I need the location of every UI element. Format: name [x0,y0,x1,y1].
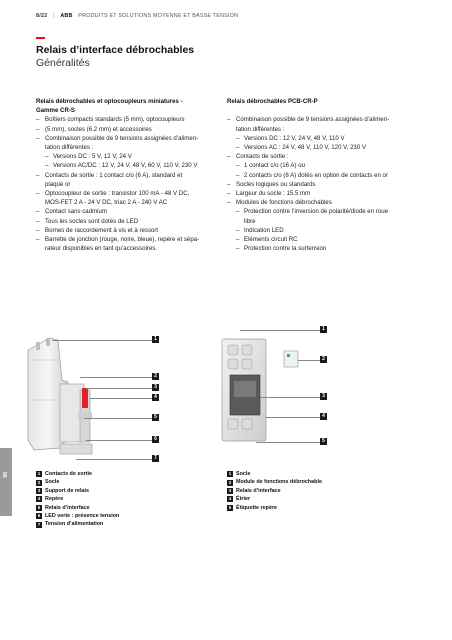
sub-list-item: – 1 contact c/o (16 A) ou [227,161,423,170]
leader-line-7 [76,459,152,460]
sub-list-item: – Versions DC : 5 V, 12 V, 24 V [36,152,226,161]
legend-row [227,495,322,503]
header-subtitle: PRODUITS ET SOLUTIONS MOYENNE ET BASSE TENSION [78,13,239,19]
leader-line-4 [266,417,320,418]
list-item-continued: – (5 mm), socles (6.2 mm) et accessoires [36,125,226,134]
callout-1: 1 [152,336,159,343]
list-item: – Contacts de sortie : 1 contact c/o (6 A), standard et [36,171,226,180]
legend-number: 6 [37,513,41,519]
sub-list-item: – Indication LED [227,226,423,235]
legend-number: 5 [228,504,232,510]
list-item: – Bornes de raccordement à vis et à ressort [36,226,226,235]
callout-5: 5 [152,414,159,421]
right-heading: Relais débrochables PCB-CR-P [227,98,318,105]
cr-s-relay-illustration [20,320,165,470]
left-heading-line-2: Gamme CR-S [36,107,75,115]
list-item: – Boîtiers compacts standards (5 mm), optocoupleurs [36,115,226,124]
legend-label: Étrier [236,496,251,503]
legend-label: Tension d’alimentation [45,521,104,528]
callout-3: 3 [152,384,159,391]
legend-label: Étiquette repère [236,504,278,511]
list-item-continued: tation différentes : [236,125,285,133]
legend-label: Relais d’interface [45,504,90,511]
header-separator: | [53,13,55,19]
legend-row [36,487,119,495]
legend-number: 4 [228,496,232,502]
leader-line-1 [52,340,152,341]
legend-label: Contacts de sortie [45,471,93,477]
list-item-continued: MOS-FET 2 A - 24 V DC, triac 2 A - 240 V AC [45,199,168,207]
leader-line-6 [86,440,152,441]
sub-list-item: – Protection contre la surtension [227,244,423,253]
legend-row [36,504,119,512]
legend-row [36,520,119,528]
legend-label: Module de fonctions débrochable [236,479,322,486]
sub-list-item: – Versions AC/DC : 12 V, 24 V, 48 V, 60 V, 110 V, 230 V [36,161,226,170]
list-item: – Combinaison possible de 9 tensions assignées d’alimen- [36,134,226,143]
list-item-continued: tation différentes : [45,144,94,152]
sub-list-item: – Versions DC : 12 V, 24 V, 48 V, 110 V [227,134,423,143]
legend-row [227,504,322,512]
list-item: – Socles logiques ou standards [227,180,423,189]
list-item: – Barrette de jonction (rouge, noire, bleue), repère et sépa- [36,235,226,244]
callout-2: 2 [152,373,159,380]
legend-number: 1 [37,471,41,477]
list-item: – Largeur du socle : 15.5 mm [227,189,423,198]
left-heading-line-1: Relais débrochables et optocoupleurs miniatures - [36,98,183,105]
list-item: – Tous les socles sont dotés de LED [36,217,226,226]
legend-row [36,495,119,503]
legend-number: 5 [37,504,41,510]
left-figure-legend [36,470,119,529]
callout-7: 7 [152,455,159,462]
legend-label: Relais d’interface [236,487,281,494]
legend-row [36,478,119,486]
page-header [36,13,238,19]
legend-label: Socle [236,471,251,477]
pcb-cr-p-relay-drawing [210,325,330,445]
callout-5: 5 [320,438,327,445]
callout-3: 3 [320,393,327,400]
legend-label: Repère [45,496,64,503]
section-tab-label: 88 [3,472,9,478]
list-item: – Combinaison possible de 9 tensions assignées d’alimen- [227,115,423,124]
legend-row [36,470,119,478]
legend-label: Socle [45,479,60,486]
list-item: – Contacts de sortie : [227,152,423,161]
right-column [227,97,423,253]
legend-number: 3 [228,488,232,494]
legend-row [227,470,322,478]
callout-1: 1 [320,326,327,333]
legend-label: Support de relais [45,487,90,494]
leader-line-4 [90,398,152,399]
brand-name: ABB [60,13,73,19]
spacer [227,106,423,115]
right-figure-legend [227,470,322,512]
leader-line-2 [80,377,152,378]
callout-4: 4 [152,394,159,401]
leader-line-2 [298,360,320,361]
callout-2: 2 [320,356,327,363]
legend-label: LED verte : présence tension [45,513,120,520]
page-subtitle: Généralités [36,57,90,69]
sub-list-item: – Eléments circuit RC [227,235,423,244]
list-item: – Modules de fonctions débrochables [227,198,423,207]
legend-row [227,487,322,495]
sub-list-item: – 2 contacts c/o (8 A) dotés en option de contacts en or [227,171,423,180]
leader-line-3 [86,388,152,389]
sub-list-item-continued: libre [244,217,256,225]
legend-row [36,512,119,520]
pcb-cr-p-relay-illustration [210,325,330,445]
list-item: – Optocoupleur de sortie : transistor 100 mA - 48 V DC, [36,189,226,198]
sub-list-item: – Protection contre l’inversion de polarité/diode en roue [227,207,423,216]
legend-number: 7 [37,521,41,527]
cr-s-relay-drawing [20,320,165,470]
legend-number: 2 [37,479,41,485]
callout-4: 4 [320,413,327,420]
accent-bar [36,37,45,39]
legend-number: 4 [37,496,41,502]
list-item: – Contact sans cadmium [36,207,226,216]
legend-row [227,478,322,486]
left-column [36,97,226,253]
page-number: 8/22 [36,13,48,19]
callout-6: 6 [152,436,159,443]
section-side-tab [0,448,12,516]
legend-number: 2 [228,479,232,485]
leader-line-5 [256,442,320,443]
list-item-continued: rateur disponibles en tant qu’accessoires. [45,245,158,253]
sub-list-item: – Versions AC : 24 V, 48 V, 110 V, 120 V, 230 V [227,143,423,152]
leader-line-3 [260,397,320,398]
list-item-continued: plaqué or [45,180,71,188]
legend-number: 1 [228,471,232,477]
legend-number: 3 [37,488,41,494]
leader-line-5 [84,418,152,419]
page-title: Relais d’interface débrochables [36,44,195,56]
leader-line-1 [240,330,320,331]
